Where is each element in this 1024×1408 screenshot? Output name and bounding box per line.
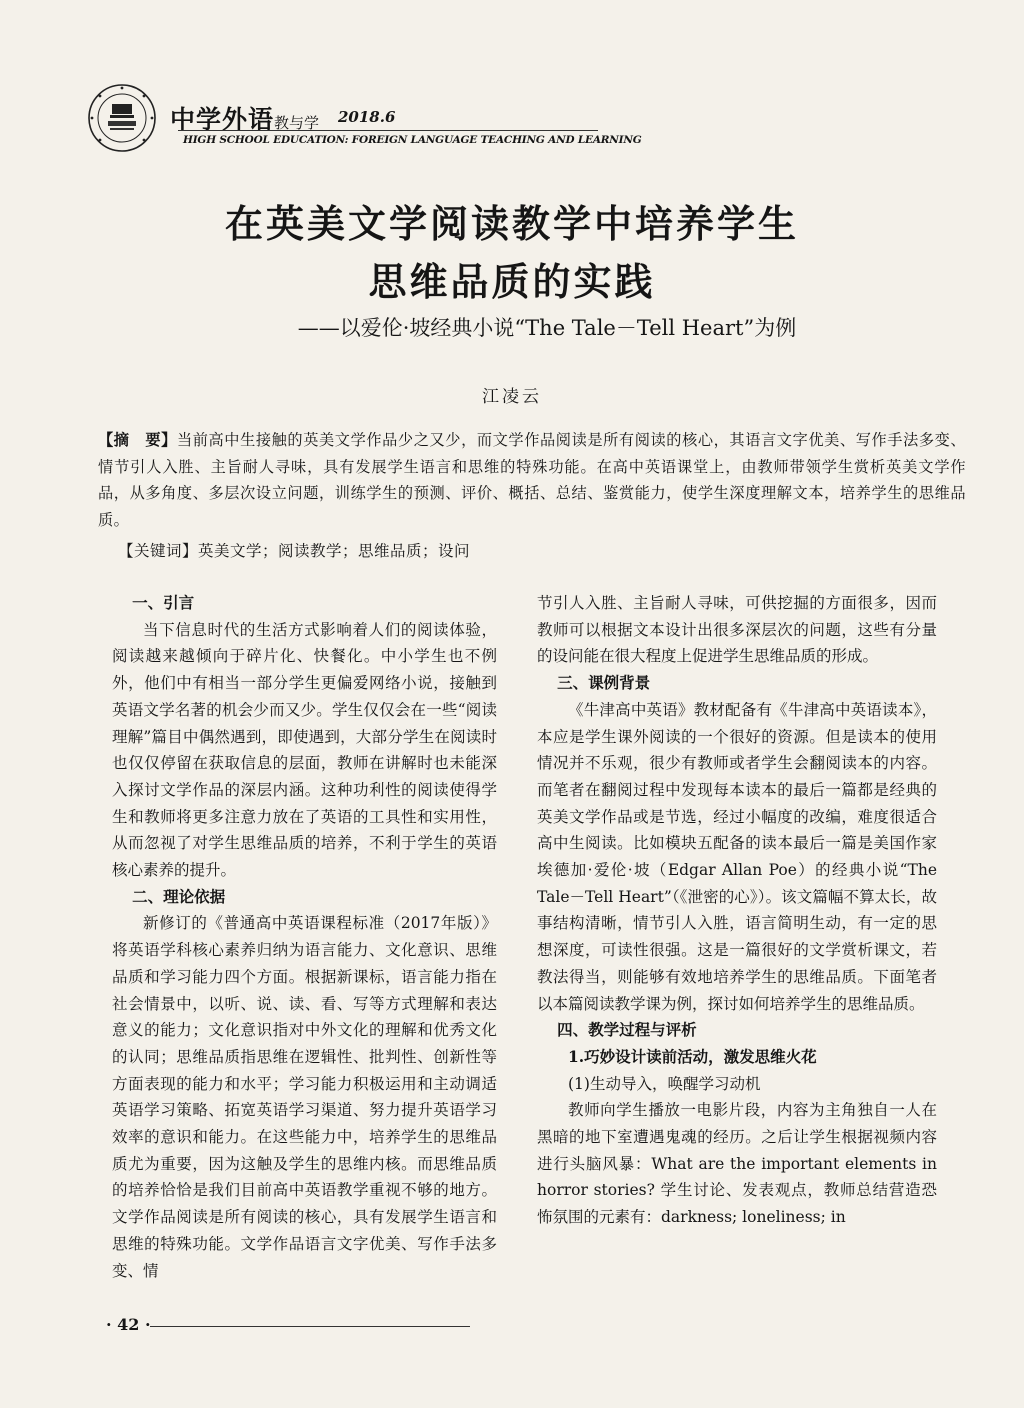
section-heading-theory: 二、理论依据: [132, 886, 226, 906]
journal-title-cn-sub: 教与学: [274, 114, 320, 132]
abstract: [98, 427, 966, 533]
page-number: · 42 ·: [106, 1315, 151, 1334]
paragraph-intro: 当下信息时代的生活方式影响着人们的阅读体验，阅读越来越倾向于碎片化、快餐化。中小学生也不例外，他们中有相当一部分学生更偏爱网络小说，接触到英语文学名著的机会少而又少。学生仅仅会在一些“阅读理解”篇目中偶然遇到，即使遇到，大部分学生在阅读时也仅仅停留在获取信息的层面，教师在讲解时也未能深入探讨文学作品的深层内涵。这种功利性的阅读使得学生和教师将更多注意力放在了英语的工具性和实用性，从而忽视了对学生思维品质的培养，不利于学生的英语核心素养的提升。: [112, 620, 497, 880]
subsection-heading-prereading: 1.巧妙设计读前活动，激发思维火花: [568, 1046, 817, 1066]
body-column-right: [537, 590, 937, 1231]
paragraph-theory-continued: 节引人入胜、主旨耐人寻味，可供挖掘的方面很多，因而教师可以根据文本设计出很多深层次的问题，这些有分量的设问能在很大程度上促进学生思维品质的形成。: [537, 594, 937, 666]
section-heading-background: 三、课例背景: [557, 673, 651, 693]
article-title-line-1: 在英美文学阅读教学中培养学生: [224, 201, 799, 246]
journal-title-cn: 中学外语教与学: [170, 105, 320, 134]
article-subtitle: ——以爱伦·坡经典小说“The Tale－Tell Heart”为例: [297, 316, 797, 340]
section-heading-intro: 一、引言: [132, 593, 195, 612]
header-divider: [178, 130, 598, 131]
paragraph-theory: 新修订的《普通高中英语课程标准（2017年版）》将英语学科核心素养归纳为语言能力、文化意识、思维品质和学习能力四个方面。根据新课标，语言能力指在社会情景中，以听、说、读、看、写等方式理解和表达意义的能力；文化意识指对中外文化的理解和优秀文化的认同；思维品质指思维在逻辑性、批判性、创新性等方面表现的能力和水平；学习能力积极运用和主动调适英语学习策略、拓宽英语学习渠道、努力提升英语学习效率的意识和能力。在这些能力中，培养学生的思维品质尤为重要，因为这触及学生的思维内核。而思维品质的培养恰恰是我们目前高中英语教学重视不够的地方。文学作品阅读是所有阅读的核心，具有发展学生语言和思维的特殊功能。文学作品语言文字优美、写作手法多变、情: [112, 914, 497, 1280]
body-column-left: [112, 590, 497, 1284]
article-author: 江凌云: [482, 387, 542, 407]
keywords-text: 英美文学；阅读教学；思维品质；设问: [198, 542, 471, 560]
journal-title-en: HIGH SCHOOL EDUCATION: FOREIGN LANGUAGE TEACHING AND LEARNING: [183, 134, 642, 146]
journal-issue: 2018.6: [338, 108, 396, 126]
abstract-label: 【摘 要】: [98, 431, 177, 449]
footer-divider: [150, 1326, 470, 1327]
section-heading-process: 四、教学过程与评析: [557, 1020, 697, 1040]
journal-seal-logo-icon: [86, 82, 158, 154]
keywords: [118, 539, 470, 561]
abstract-text: 当前高中生接触的英美文学作品少之又少，而文学作品阅读是所有阅读的核心，其语言文字优美、写作手法多变、情节引人入胜、主旨耐人寻味，具有发展学生语言和思维的特殊功能。在高中英语课堂上，由教师带领学生赏析英美文学作品，从多角度、多层次设立问题，训练学生的预测、评价、概括、总结、鉴赏能力，使学生深度理解文本，培养学生的思维品质。: [98, 431, 967, 529]
subsection-heading-leadin: (1)生动导入，唤醒学习动机: [568, 1074, 761, 1093]
paragraph-background: 《牛津高中英语》教材配备有《牛津高中英语读本》，本应是学生课外阅读的一个很好的资源。但是读本的使用情况并不乐观，很少有教师或者学生会翻阅读本的内容。而笔者在翻阅过程中发现每本读本的最后一篇都是经典的英美文学作品或是节选，经过小幅度的改编，难度很适合高中生阅读。比如模块五配备的读本最后一篇是美国作家埃德加·爱伦·坡（Edgar Allan Poe）的经典小说“The Tale－Tell Heart”（《泄密的心》）。该文篇幅不算太长，故事结构清晰，情节引人入胜，语言简明生动，有一定的思想深度，可读性很强。这是一篇很好的文学赏析课文，若教法得当，则能够有效地培养学生的思维品质。下面笔者以本篇阅读教学课为例，探讨如何培养学生的思维品质。: [537, 700, 937, 1013]
article-title-line-2: 思维品质的实践: [368, 259, 656, 304]
paragraph-leadin: 教师向学生播放一电影片段，内容为主角独自一人在黑暗的地下室遭遇鬼魂的经历。之后让学生根据视频内容进行头脑风暴：What are the important elements in horror stories? 学生讨论、发表观点，教师总结营造恐怖氛围的元素有：darkness; loneliness; in: [537, 1101, 937, 1227]
keywords-label: 【关键词】: [118, 542, 199, 560]
